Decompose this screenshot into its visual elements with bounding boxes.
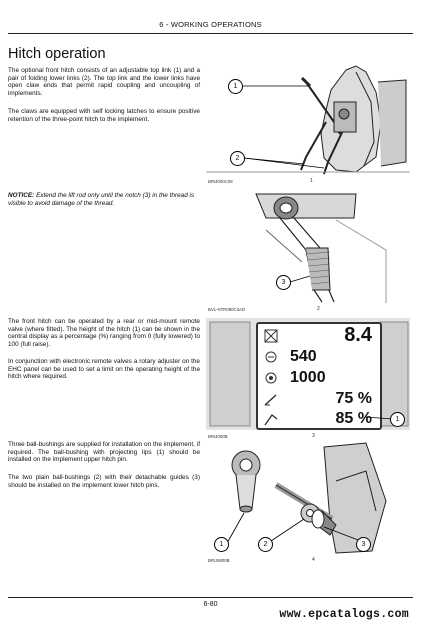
paragraph-operation: The front hitch can be operated by a rear or mid-mount remote valve (where fitted). The height of the hitch (1) can be shown in the central display as a percentage (%) ranging from 0 (fully lowered) to 100 (full raise). [8,318,200,348]
figure-1-number: 1 [310,178,313,184]
notice-label: NOTICE: [8,192,35,199]
figure-lift-rod [206,190,410,303]
paragraph-ball-bushings: Three ball-bushings are supplied for installation on the implement, if required. The ball-bushing with projecting lips (1) should be installed on the implement upper hitch pin. [8,441,200,464]
callout-1: 1 [228,79,243,94]
paragraph-front-hitch: The optional front hitch consists of an adjustable top link (1) and a pair of folding lower links (2). The top link and the lower links have open claw ends that permit rapid coupling and uncoupling of implements. [8,67,200,97]
display-speed-value: 8.4 [344,324,372,346]
paragraph-plain-bushings: The two plain ball-bushings (2) with their detachable guides (3) should be installed on the implement lower hitch pins. [8,474,200,489]
callout-leader [206,318,410,430]
figure-1-code: BRI4050C08 [208,179,233,184]
paragraph-ehc: In conjunction with electronic remote valves a rotary adjuster on the EHC panel can be used to set a limit on the operating height of the hitch where required. [8,358,200,381]
figure-3-number: 3 [312,433,315,439]
section-header: 6 - WORKING OPERATIONS [159,20,262,29]
figure-front-hitch [206,62,410,176]
figure-4-code: BRU5800B [208,558,230,563]
display-slip-value: 75 % [335,390,372,407]
ball-bushings-illustration [206,441,410,556]
figure-3-code: BRI4060B [208,434,228,439]
paragraph-claws: The claws are equipped with self locking latches to ensure positive retention of the three-point hitch to the implement. [8,108,200,123]
callout-2: 2 [230,151,245,166]
callout-1: 1 [390,412,405,427]
footer-rule [8,597,413,598]
figure-display [206,318,410,430]
page-number: 6-80 [203,601,218,608]
lift-rod-illustration [206,190,410,303]
notice-text: Extend the lift rod only until the notch (3) in the thread is visible to avoid damage of the thread. [8,192,195,207]
display-rpm-value: 540 [290,348,317,365]
page-title: Hitch operation [8,46,106,62]
figure-4-number: 4 [312,557,315,563]
watermark-url: www.epcatalogs.com [279,608,409,621]
callout-3: 3 [356,537,371,552]
display-hitch-value: 85 % [335,410,372,427]
header-rule [8,33,413,34]
callout-2: 2 [258,537,273,552]
figure-2-number: 2 [317,306,320,312]
figure-ball-bushings [206,441,410,556]
display-pto-value: 1000 [290,369,326,386]
callout-1: 1 [214,537,229,552]
callout-3: 3 [276,275,291,290]
figure-2-code: BVL-NTR080C3AD [208,307,246,312]
notice-paragraph [8,192,200,207]
